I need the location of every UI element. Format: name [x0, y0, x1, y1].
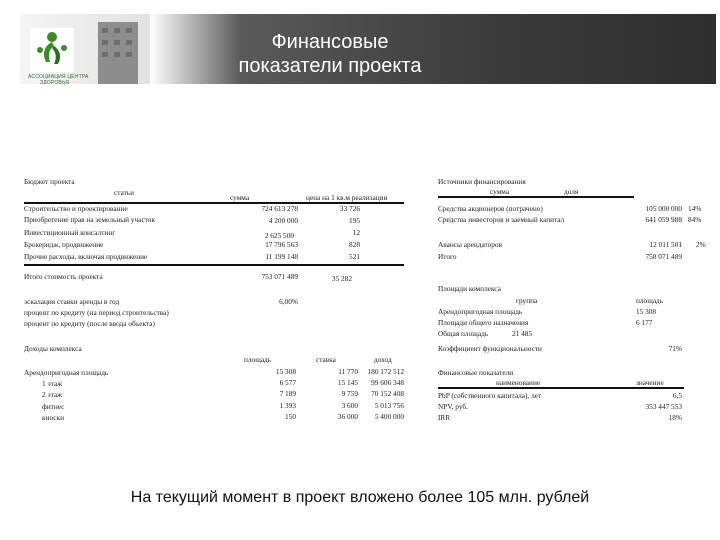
areas-title: Площади комплекса [438, 284, 501, 293]
areas-row-value: 15 308 [636, 307, 657, 316]
budget-row-price: 12 [352, 228, 360, 237]
sources-col-sum: сумма [490, 187, 510, 196]
budget-total-price: 35 282 [331, 274, 352, 283]
income-row-rate: 3 600 [341, 401, 358, 410]
indicators-row-value: 18% [668, 413, 682, 422]
company-logo [20, 14, 150, 84]
indicators-col-name: наименование [496, 378, 541, 387]
budget-row-price: 33 726 [339, 204, 360, 213]
logo-text: АССОЦИАЦИЯ ЦЕНТРА [28, 74, 89, 80]
areas-row-value: 6 177 [636, 318, 653, 327]
sources-advance-label: Авансы арендаторов [438, 240, 503, 249]
sources-row-share: 14% [688, 204, 702, 213]
sources-row-share: 84% [688, 215, 702, 224]
param-value: 6,00% [279, 297, 298, 306]
budget-row-price: 521 [349, 252, 360, 261]
budget-row-price: 828 [349, 240, 360, 249]
budget-row-label: Прочие расходы, включая продвижение [24, 252, 148, 261]
income-row-area: 6 577 [279, 378, 296, 387]
efficiency-label: Коэффициент функциональности [438, 344, 542, 353]
page-title [190, 30, 470, 78]
areas-total-label: Общая площадь [438, 329, 489, 338]
income-col-income: доход [374, 355, 392, 364]
sources-total-sum: 758 071 489 [645, 252, 682, 261]
budget-col-price: цена на 1 кв.м реализации [306, 193, 388, 202]
sources-row-sum: 105 000 000 [645, 204, 682, 213]
header [0, 0, 720, 92]
income-row-label: Арендопригодная площадь [24, 368, 109, 377]
sources-advance-sum: 12 011 501 [649, 240, 682, 249]
indicators-row-label: PbP (собственного капитала), лет [438, 391, 542, 400]
income-row-rate: 11 770 [338, 367, 358, 376]
budget-total-label: Итого стоимость проекта [24, 272, 103, 281]
indicators-header-rule [438, 387, 684, 389]
income-row-income: 70 152 408 [371, 389, 404, 398]
param-label: процент по кредиту (на период строительства) [24, 308, 169, 317]
income-row-income: 5 013 756 [374, 401, 404, 410]
areas-row-label: Площади общего назначения [438, 318, 529, 327]
income-row-label: киоски [42, 413, 64, 422]
budget-row-sum: 724 613 278 [261, 204, 298, 213]
areas-col-area: площадь [636, 296, 664, 305]
param-label: процент по кредиту (после ввода объекта) [24, 319, 155, 328]
logo-emblem-icon [30, 28, 74, 72]
footer-note: На текущий момент в проект вложено более 105 млн. рублей [130, 489, 590, 506]
income-row-area: 15 308 [275, 367, 296, 376]
areas-col-group: группа [516, 296, 538, 305]
budget-total-sum: 753 071 489 [261, 272, 298, 281]
income-row-area: 1 393 [279, 401, 296, 410]
income-row-area: 150 [285, 412, 296, 421]
budget-col-item: статьи [114, 188, 134, 197]
areas-total-value: 21 485 [512, 329, 533, 338]
income-row-label: 1 этаж [42, 379, 63, 388]
sources-title: Источники финансирования [438, 177, 526, 186]
income-row-rate: 15 145 [337, 378, 358, 387]
indicators-row-value: 6,5 [672, 391, 682, 400]
sources-row-label: Средства акционеров (потрачено) [438, 204, 543, 213]
income-title: Доходы комплекса [24, 344, 82, 353]
budget-title: Бюджет проекта [24, 177, 75, 186]
efficiency-value: 71% [668, 344, 682, 353]
budget-row-label: Инвестиционный консалтинг [24, 228, 116, 237]
sources-header-rule [438, 196, 634, 198]
param-label: эскалация ставки аренды в год [24, 297, 120, 306]
sources-total-label: Итого [438, 252, 457, 261]
areas-row-label: Арендопригодная площадь [438, 307, 523, 316]
indicators-row-label: IRR [438, 413, 451, 422]
income-col-area: площадь [244, 355, 272, 364]
sources-row-label: Средства инвесторов и заемный капитал [438, 215, 565, 224]
page-title-line: показатели проекта [238, 55, 422, 77]
budget-row-sum: 2 625 500 [264, 231, 294, 240]
budget-col-sum: сумма [230, 193, 250, 202]
budget-row-label: Приобретение прав на земельный участок [24, 215, 155, 224]
page-title-line: Финансовые [271, 31, 389, 53]
indicators-row-value: 353 447 553 [645, 402, 682, 411]
budget-row-label: Строительство и проектирование [24, 204, 128, 213]
income-row-label: фитнес [42, 402, 65, 411]
income-row-income: 180 172 512 [367, 367, 404, 376]
income-row-rate: 36 000 [337, 412, 358, 421]
budget-total-rule [24, 264, 404, 266]
income-row-rate: 9 759 [341, 389, 358, 398]
indicators-row-label: NPV, руб. [438, 402, 468, 411]
budget-row-sum: 17 796 563 [265, 240, 298, 249]
income-row-income: 5 400 000 [374, 412, 404, 421]
sources-row-sum: 641 059 988 [645, 215, 682, 224]
sources-col-share: доля [564, 187, 579, 196]
budget-row-label: Брокеридж, продвижение [24, 240, 104, 249]
logo-text: ЗДОРОВЬЯ [40, 80, 70, 84]
sources-advance-share: 2% [696, 240, 706, 249]
income-row-area: 7 189 [279, 389, 296, 398]
budget-row-sum: 11 199 148 [265, 252, 298, 261]
budget-row-sum: 4 200 000 [268, 216, 298, 225]
indicators-col-value: значение [636, 378, 664, 387]
income-row-income: 99 606 348 [371, 378, 404, 387]
budget-row-price: 195 [349, 216, 360, 225]
indicators-title: Финансовые показатели [438, 368, 514, 377]
income-row-label: 2 этаж [42, 390, 63, 399]
income-col-rate: ставка [316, 355, 336, 364]
